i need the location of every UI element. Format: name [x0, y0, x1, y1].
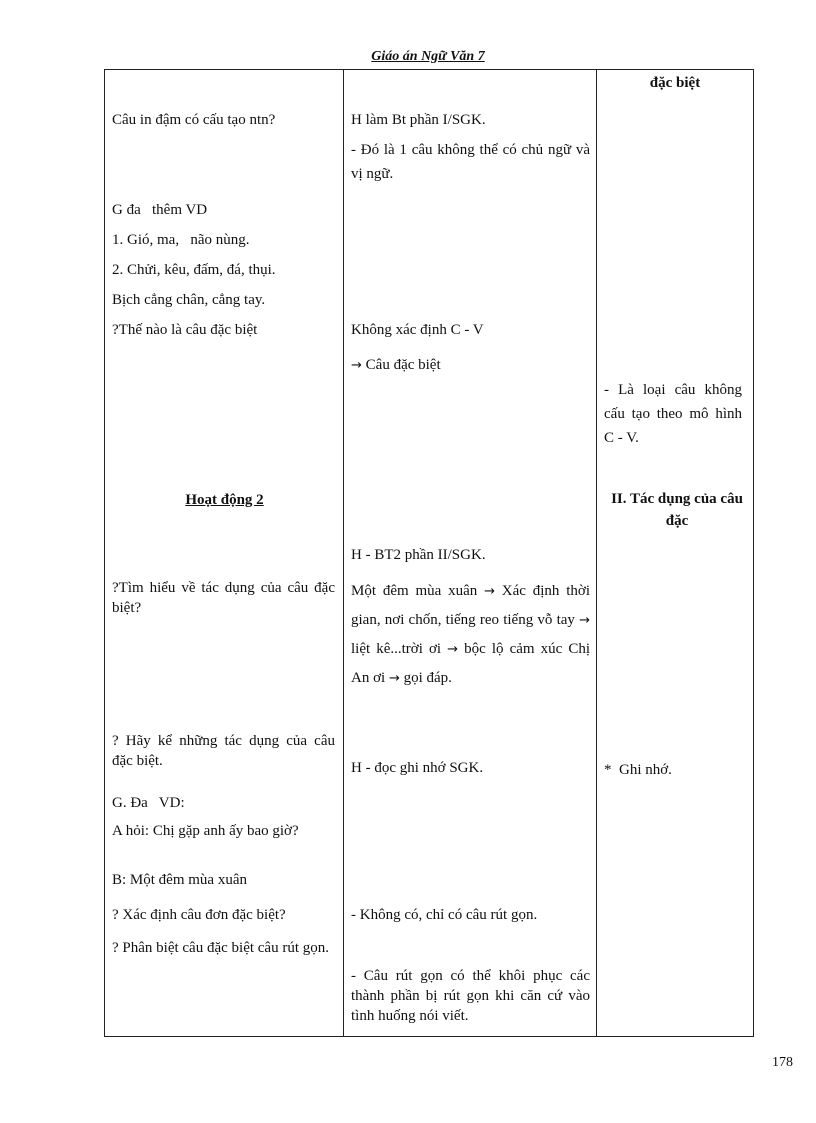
example-1: 1. Gió, ma, não nùng.	[112, 232, 250, 248]
answer-cau-rut-gon: - Câu rút gọn có thể khôi phục các thành phần bị rút gọn khi căn cứ vào tình huống nói viết.	[351, 968, 590, 1024]
table-col-border-right	[753, 69, 754, 1037]
teacher-example-intro: G đa thêm VD	[112, 202, 208, 218]
arrow-icon: →	[579, 613, 591, 628]
arrow-icon: →	[351, 358, 362, 373]
arrow-icon: →	[447, 642, 459, 657]
analysis-part-2: Xác định thời gian, nơi chốn, tiếng reo tiếng vỗ tay	[351, 583, 590, 628]
note-ghi-nho: * Ghi nhớ.	[604, 762, 672, 778]
question-xac-dinh: ? Xác định câu đơn đặc biệt?	[112, 907, 286, 923]
question-tac-dung: ?Tìm hiểu về tác dụng của câu đặc biệt?	[112, 580, 335, 616]
page-header: Giáo án Ngữ Văn 7	[371, 49, 485, 64]
analysis-part-4: bộc lộ cảm xúc Chị An ơi	[351, 641, 591, 686]
analysis-part-3: liệt kê...trời ơi	[351, 641, 442, 657]
table-col-border-2	[596, 69, 597, 1037]
teacher-example-2: G. Đa VD:	[112, 795, 185, 811]
definition-cau-dac-biet: - Là loại câu không cấu tạo theo mô hình C - V.	[604, 382, 742, 446]
question-cau-in-dam: Câu in đậm có cấu tạo ntn?	[112, 112, 276, 128]
activity-heading: Hoạt động 2	[185, 492, 264, 508]
arrow-icon: →	[484, 584, 495, 599]
example-b: B: Một đêm mùa xuân	[112, 872, 247, 888]
col3-dac-biet: đặc biệt	[649, 75, 701, 91]
answer-cau-dac-biet-text: Câu đặc biệt	[365, 357, 441, 373]
analysis-part-5: gọi đáp.	[403, 670, 452, 686]
example-3: Bịch cẳng chân, cẳng tay.	[112, 292, 266, 308]
table-col-border-left	[104, 69, 105, 1037]
answer-doc-ghi-nho: H - đọc ghi nhớ SGK.	[351, 760, 484, 776]
example-2: 2. Chửi, kêu, đấm, đá, thụi.	[112, 262, 276, 278]
answer-bt2: H - BT2 phần II/SGK.	[351, 547, 486, 563]
answer-bt-phan-1: H làm Bt phần I/SGK.	[351, 112, 486, 128]
table-bottom-border	[104, 1036, 754, 1037]
answer-khong-co: - Không có, chỉ có câu rút gọn.	[351, 907, 538, 923]
arrow-icon: →	[388, 671, 400, 686]
answer-khong-xac-dinh: Không xác định C - V	[351, 322, 484, 338]
answer-cau-dac-biet	[351, 353, 591, 378]
answer-tac-dung-analysis	[351, 577, 590, 693]
table-top-border	[104, 69, 754, 70]
analysis-part-1: Một đêm mùa xuân	[351, 583, 478, 599]
example-a: A hỏi: Chị gặp anh ấy bao giờ?	[112, 823, 299, 839]
question-ke-tac-dung: ? Hãy kể những tác dụng của câu đặc biệt.	[112, 733, 335, 769]
section-tac-dung: II. Tác dụng của câu đặc	[611, 491, 743, 529]
question-phan-biet: ? Phân biệt câu đặc biệt câu rút gọn.	[112, 940, 330, 956]
answer-cau-khong-chu-vi: - Đó là 1 câu không thể có chủ ngữ và vị ngữ.	[351, 142, 590, 182]
page-number: 178	[772, 1055, 793, 1070]
question-cau-dac-biet: ?Thế nào là câu đặc biệt	[112, 322, 258, 338]
table-col-border-1	[343, 69, 344, 1037]
